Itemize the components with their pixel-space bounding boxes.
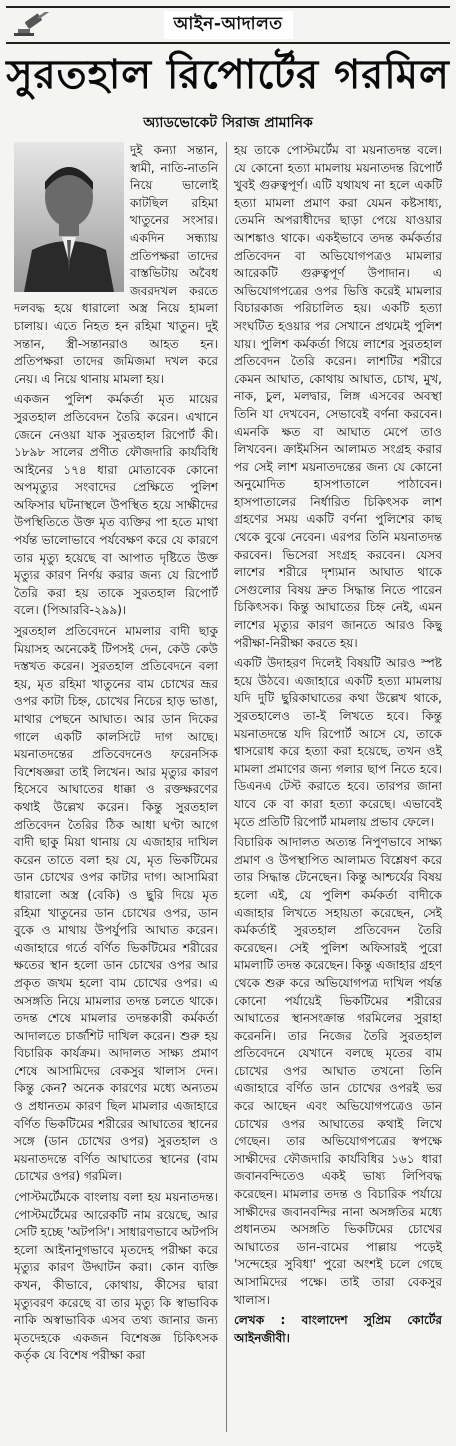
article-column-left (14, 142, 218, 1432)
paragraph: পোস্টমর্টেমকে বাংলায় বলা হয় ময়নাতদন্ত। পোস্টমর্টেমের আরেকটি নাম রয়েছে, আর সেটি হচ্ছে 'অটপসি'। সাধারণভাবে অটপসি হলো আইনানুগভাবে মৃতদেহ পরীক্ষা করে মৃত্যুর কারণ উদ্ঘাটন করা। কোন ব্যক্তি কখন, কীভাবে, কোথায়, কীসের দ্বারা মৃত্যুবরণ করেছে বা তার মৃত্যু কি স্বাভাবিক নাকি অস্বাভাবিক এসব তথ্য জানার জন্য মৃতদেহকে একজন বিশেষজ্ঞ চিকিৎসক কর্তৃক যে বিশেষ পরীক্ষা করা (14, 1190, 218, 1363)
paragraph: দুই কন্যা সন্তান, স্বামী, নাতি-নাতনি নিয়ে ভালোই কাটছিল রহিমা খাতুনের সংসার। একদিন সন্ধ্যায় প্রতিপক্ষরা তাদের বাস্তভিটায় অবৈধ জবরদখল করতে দলবদ্ধ হয়ে ধারালো অস্ত্র নিয়ে হামলা চালায়। এতে নিহত হন রহিমা খাতুন। দুই সন্তান, স্ত্রী-সন্তানরাও আহত হন। প্রতিপক্ষরা তাদের জমিজমা দখল করে নেয়। এ নিয়ে থানায় মামলা হয়। (14, 143, 218, 386)
paragraph: একজন পুলিশ কর্মকর্তা মৃত মায়ের সুরতহাল প্রতিবেদন তৈরি করেন। এখানে জেনে নেওয়া যাক সুরতহাল রিপোর্ট কী। ১৮৯৮ সালের প্রণীত ফৌজদারি কার্যবিধি আইনের ১৭৪ ধারা মোতাবেক কোনো অপমৃত্যুর সংবাদের প্রেক্ষিতে পুলিশ অফিসার ঘটনাস্থলে উপস্থিত হয়ে সাক্ষীদের উপস্থিতিতে উক্ত মৃত ব্যক্তির পা হতে মাথা পর্যন্ত ভালোভাবে পর্যবেক্ষণ করে যে কারণে তার মৃত্যু হয়েছে বা আপাত দৃষ্টিতে উক্ত মৃত্যুর কারণ নির্ণয় করার জন্য যে রিপোর্ট তৈরি করা হয় তাকে সুরতহাল রিপোর্ট বলে। (পিআরবি-২৯৯)। (14, 392, 218, 618)
paragraph: হয় তাকে পোস্টমর্টেম বা ময়নাতদন্ত বলে। যে কোনো হত্যা মামলায় ময়নাতদন্ত রিপোর্ট খুবই গুরুত্বপূর্ণ। এটি যথাযথ না হলে একটি হত্যা মামলা প্রমাণ করা যেমন কষ্টসাধ্য, তেমনি অপরাধীদের ছাড়া পেয়ে যাওয়ার আশঙ্কাও থাকে। একইভাবে তদন্ত কর্মকর্তার প্রতিবেদন বা অভিযোগপত্রও মামলার আরেকটি গুরুত্বপূর্ণ উপাদান। এ অভিযোগপত্রের ওপর ভিত্তি করেই মামলার বিচারকাজ পরিচালিত হয়। একটি হত্যা সংঘটিত হওয়ার পর সেখানে প্রথমেই পুলিশ যায়। পুলিশ কর্মকর্তা গিয়ে লাশের সুরতহাল প্রতিবেদন তৈরি করেন। লাশটির শরীরে কেমন আঘাত, কোথায় আঘাত, চোখ, মুখ, নাক, চুল, মলদ্বার, লিঙ্গ এসবের অবস্থা তিনি যা দেখবেন, সেভাবেই বর্ণনা করবেন। এমনকি ক্ষত বা আঘাত মেপে তাও লিখবেন। ক্রাইমসিন আলামত সংগ্রহ করার পর সেই লাশ ময়নাতদন্তের জন্য যে কোনো অনুমোদিত হাসপাতালে পাঠাবেন। হাসপাতালের নির্ধারিত চিকিৎসক লাশ গ্রহণের সময় একটি বর্ণনা পুলিশের কাছ থেকে বুঝে নেবেন। এরপর তিনি ময়নাতদন্ত করবেন। ভিসেরা সংগ্রহ করবেন। যেসব লাশের শরীরে দৃশ্যমান আঘাত থাকে সেগুলোর বিষয় দ্রুত সিদ্ধান্ত নিতে পারেন চিকিৎসক। কিন্তু আঘাতের চিহ্ন নেই, এমন লাশের মৃত্যুর কারণ জানতে আরও কিছু পরীক্ষা-নিরীক্ষা করতে হয়। (234, 143, 442, 650)
author-photo (14, 142, 124, 292)
section-header (6, 6, 450, 44)
article-column-right (234, 142, 442, 1432)
byline: অ্যাডভোকেট সিরাজ প্রামানিক (143, 115, 313, 131)
author-note-label: লেখক : (234, 1313, 286, 1328)
paragraph: বিচারিক আদালত অত্যন্ত নিপুণভাবে সাক্ষ্য প্রমাণ ও উপস্থাপিত আলামত বিশ্লেষণ করে তার সিদ্ধান্ত টেনেছেন। কিন্তু আশ্চর্যের বিষয় হলো এই, যে পুলিশ কর্মকর্তা বাদীকে এজাহার লিখতে সহায়তা করেছেন, সেই কর্মকর্তাই সুরতহাল প্রতিবেদন তৈরি করেছেন। সেই পুলিশ অফিসারই পুরো মামলাটি তদন্ত করেছেন। কিন্তু এজাহার গ্রহণ থেকে শুরু করে অভিযোগপত্র দাখিল পর্যন্ত কোনো পর্যায়েই ভিকটিমের শরীরের আঘাতের স্থানসংক্রান্ত গরমিলের সুরাহা করেননি। তার নিজের তৈরি সুরতহাল প্রতিবেদনে যেখানে বলছে মৃতের বাম চোখের ওপর আঘাত তখনো তিনি এজাহারে বর্ণিত ডান চোখের ওপরই ভর করে আছেন এবং অভিযোগপত্রেও ডান চোখের ওপর আঘাতের কথাই লিখে গেছেন। তার অভিযোগপত্রের স্বপক্ষে সাক্ষীদের ফৌজদারি কার্যবিধির ১৬১ ধারা জবানবন্দিতেও একই ভাষ্য লিপিবদ্ধ করেছেন। মামলার তদন্ত ও বিচারিক পর্যায়ে সাক্ষীদের জবানবন্দির নানা অসঙ্গতির মধ্যে প্রধানতম অসঙ্গতি ভিকটিমের চোখের আঘাতের ডান-বামের পাল্লায় পড়েই 'সন্দেহের সুবিধা' পুরো অংশই চলে গেছে আসামিদের পক্ষে। তাই তারা বেকসুর খালাস। (234, 835, 442, 1307)
gavel-icon (12, 12, 52, 38)
paragraph: সুরতহাল প্রতিবেদনে মামলার বাদী ছাকু মিয়াসহ অনেকেই টিপসই দেন, কেউ কেউ দস্তখত করেন। সুরতহাল প্রতিবেদনে বলা হয়, মৃত রহিমা খাতুনের বাম চোখের ভ্রূর ওপর কাটা চিহ্ন, চোখের নিচের হাড় ভাঙা, মাথার পেছনে আঘাত। আর ডান দিকের গালে একটি কালসিটে দাগ আছে। ময়নাতদন্তের প্রতিবেদনেও ফরেনসিক বিশেষজ্ঞরা তাই লিখেন। আর মৃত্যুর কারণ হিসেবে আঘাতের ধাক্কা ও রক্তক্ষরণের কথাই উল্লেখ করেন। কিন্তু সুরতহাল প্রতিবেদন তৈরির ঠিক আধা ঘণ্টা আগে বাদী ছাকু মিয়া থানায় যে এজাহার দাখিল করেন তাতে বলা হয় যে, মৃত ভিকটিমের ডান চোখের ওপর কাটার দাগ। আসামিরা ধারালো অস্ত্র (বেকি) ও ছুরি দিয়ে মৃত রহিমা খাতুনের ডান চোখের ওপর, ডান বুকে ও মাথায় উপর্যুপরি আঘাত করেন। এজাহারে গর্তে বর্ণিত ভিকটিমের শরীরের ক্ষতের স্থান হলো ডান চোখের ওপর আর প্রকৃত জখম হলো বাম চোখের ওপর। এ অসঙ্গতি নিয়ে মামলার তদন্ত চলতে থাকে। তদন্ত শেষে মামলার তদন্তকারী কর্মকর্তা আদালতে চার্জশিট দাখিল করেন। শুরু হয় বিচারিক কার্যক্রম। আদালত সাক্ষ্য প্রমাণ শেষে আসামিদের বেকসুর খালাস দেন। কিন্তু কেন? অনেক কারণের মধ্যে অন্যতম ও প্রধানতম কারণ ছিল মামলার এজাহারে বর্ণিত ভিকটিমের শরীরের আঘাতের স্থানের সঙ্গে (ডান চোখের ওপর) সুরতহাল ও ময়নাতদন্তে বর্ণিত আঘাতের স্থানের (বাম চোখের ওপর) গরমিল। (14, 624, 218, 1184)
paragraph: একটি উদাহরণ দিলেই বিষয়টি আরও স্পষ্ট হয়ে উঠবে। এজাহারে একটি হত্যা মামলায় যদি দুটি ছুরিকাঘাতের কথা উল্লেখ থাকে, সুরতহালেও তা-ই লিখতে হবে। কিন্তু ময়নাতদন্তে যদি রিপোর্ট আসে যে, তাকে শ্বাসরোধ করে হত্যা করা হয়েছে, তখন ওই মামলা প্রমাণের জন্য গলার ছাপ নিতে হবে। ডিএনএ টেস্ট করাতে হবে। তারপর জানা যাবে কে বা কারা হত্যা করেছে। এভাবেই মৃতে প্রতিটি রিপোর্ট মামলায় প্রভাব ফেলে। (234, 656, 442, 829)
headline: সুরতহাল রিপোর্টের গরমিল (6, 51, 450, 98)
section-label: আইন-আদালত (164, 11, 293, 39)
author-note (234, 1312, 442, 1347)
column-divider (226, 142, 227, 1432)
author-note-text: বাংলাদেশ সুপ্রিম কোর্টের আইনজীবী। (234, 1313, 442, 1345)
